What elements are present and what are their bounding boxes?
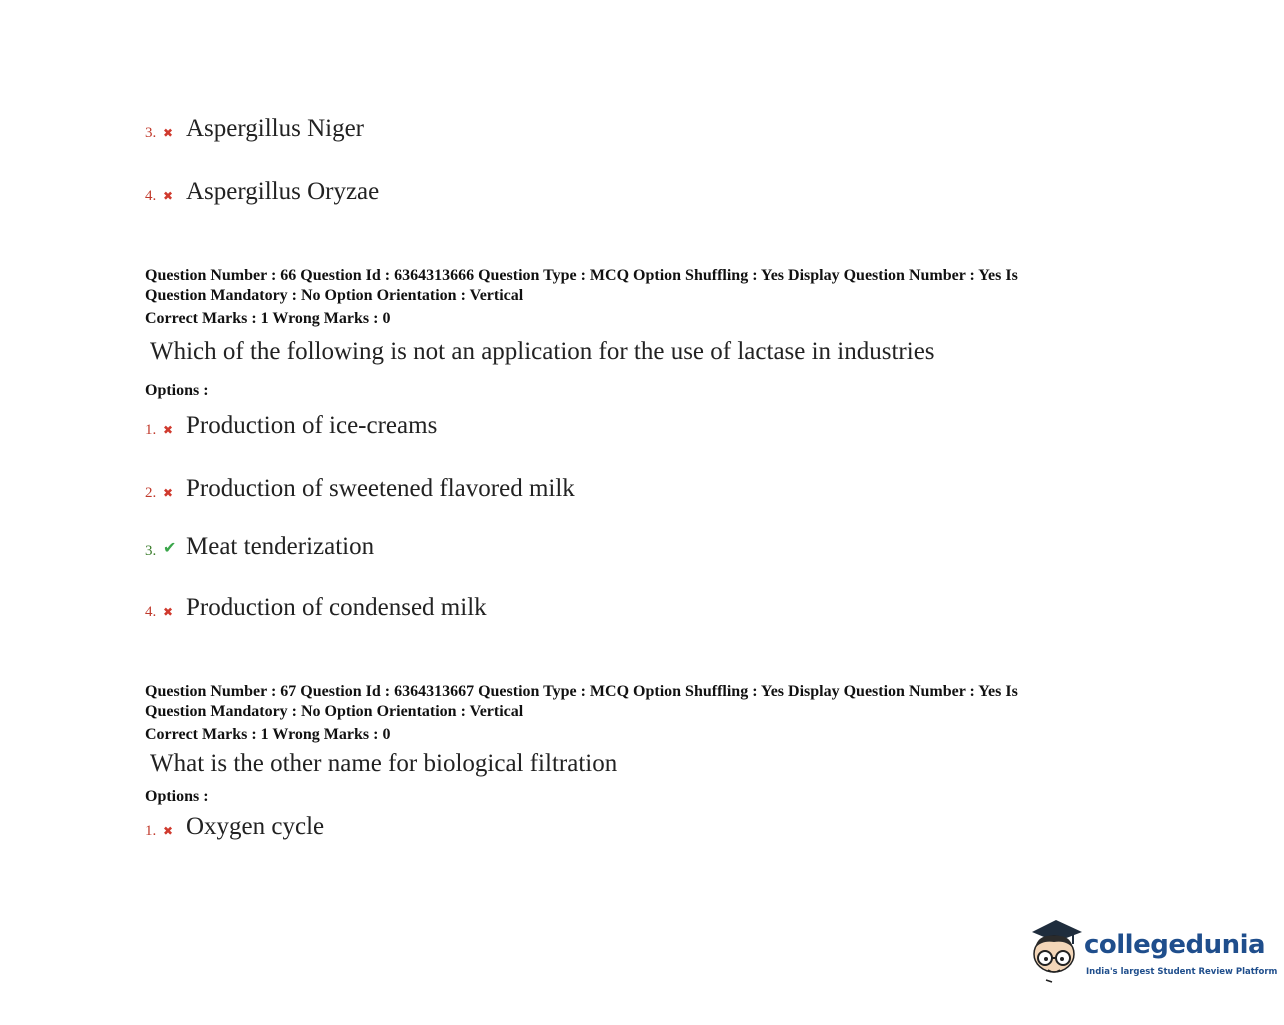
option-number: 4. <box>145 188 157 204</box>
option-number: 3. <box>145 125 157 141</box>
cross-icon: ✖ <box>163 486 174 500</box>
check-icon: ✔ <box>163 540 177 557</box>
meta-line-2: Question Mandatory : No Option Orientation : Vertical <box>145 287 524 304</box>
cross-icon: ✖ <box>163 824 174 838</box>
cross-icon: ✖ <box>163 126 174 140</box>
option-text: Production of condensed milk <box>186 594 487 621</box>
question-67-meta <box>145 682 1125 722</box>
option-text: Oxygen cycle <box>186 813 325 840</box>
q67-option-1 <box>145 814 324 839</box>
option-text: Meat tenderization <box>186 533 375 560</box>
option-text: Aspergillus Niger <box>186 115 364 142</box>
options-label: Options : <box>145 788 209 805</box>
options-label: Options : <box>145 382 209 399</box>
q66-option-1 <box>145 413 437 438</box>
option-number: 2. <box>145 485 157 501</box>
q66-option-4 <box>145 595 487 620</box>
question-66-meta <box>145 266 1125 306</box>
meta-line-1: Question Number : 66 Question Id : 6364313666 Question Type : MCQ Option Shuffling : Yes Display Question Number : Yes Is <box>145 267 1018 284</box>
collegedunia-logo <box>1026 918 1278 988</box>
option-text: Production of sweetened flavored milk <box>186 475 575 502</box>
question-67-text: What is the other name for biological filtration <box>150 750 618 777</box>
option-text: Aspergillus Oryzae <box>186 178 380 205</box>
cross-icon: ✖ <box>163 605 174 619</box>
option-number: 1. <box>145 422 157 438</box>
option-3 <box>145 116 364 141</box>
q66-option-3 <box>145 534 374 559</box>
option-number: 3. <box>145 543 157 559</box>
option-text: Production of ice-creams <box>186 412 438 439</box>
question-66-marks: Correct Marks : 1 Wrong Marks : 0 <box>145 310 391 327</box>
meta-line-1: Question Number : 67 Question Id : 6364313667 Question Type : MCQ Option Shuffling : Yes Display Question Number : Yes Is <box>145 683 1018 700</box>
cross-icon: ✖ <box>163 189 174 203</box>
mascot-icon <box>1026 918 1086 988</box>
logo-tagline: India's largest Student Review Platform <box>1086 967 1278 977</box>
meta-line-2: Question Mandatory : No Option Orientation : Vertical <box>145 703 524 720</box>
logo-wordmark: collegedunia <box>1084 930 1266 960</box>
option-number: 4. <box>145 604 157 620</box>
question-67-marks: Correct Marks : 1 Wrong Marks : 0 <box>145 726 391 743</box>
option-4 <box>145 179 379 204</box>
option-number: 1. <box>145 823 157 839</box>
question-66-text: Which of the following is not an application for the use of lactase in industries <box>150 338 935 365</box>
cross-icon: ✖ <box>163 423 174 437</box>
q66-option-2 <box>145 476 575 501</box>
